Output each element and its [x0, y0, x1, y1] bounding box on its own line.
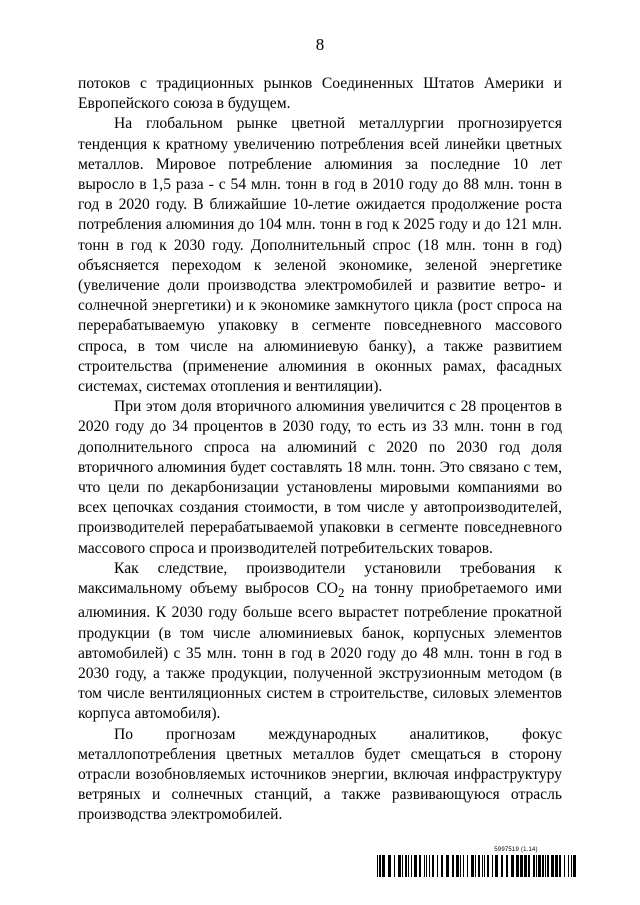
paragraph-continuation: потоков с традиционных рынков Соединенных Штатов Америки и Европейского союза в будущем. — [78, 75, 562, 113]
barcode — [377, 855, 577, 877]
document-body — [78, 74, 562, 826]
paragraph-co2-text-before: Как следствие, производители установили требования к максимальному объему выбросов CO — [78, 559, 562, 598]
paragraph-co2-text-after: на тонну приобретаемого ими алюминия. К 2030 году больше всего вырастет потребление прокатной продукции (в том числе алюминиевых банок, корпусных элементов автомобилей) с 35 млн. тонн в год в 2020 году до 48 млн. тонн в год в 2030 году, а также продукции, полученной экструзионным методом (в том числе вентиляционных систем в строительстве, силовых элементов корпуса автомобиля). — [78, 580, 562, 723]
page-number: 8 — [315, 35, 325, 54]
document-code: 5997519 (1.14) — [494, 847, 538, 853]
co2-subscript: 2 — [338, 585, 345, 601]
paragraph-co2-requirements — [78, 559, 562, 725]
paragraph-global-market: На глобальном рынке цветной металлургии прогнозируется тенденция к кратному увеличению потребления всей линейки цветных металлов. Мировое потребление алюминия за последние 10 лет выросло в 1,5 раза - с 54 млн. тонн в год в 2010 году до 88 млн. тонн в год в 2020 году. В ближайшие 10-летие ожидается продолжение роста потребления алюминия до 104 млн. тонн в год к 2025 году и до 121 млн. тонн в год к 2030 году. Дополнительный спрос (18 млн. тонн в год) объясняется переходом к зеленой экономике, зеленой энергетике (увеличение доли производства электромобилей и развитие ветро- и солнечной энергетики) и к экономике замкнутого цикла (рост спроса на перерабатываемую упаковку в сегменте повседневного массового спроса, в том числе на алюминиевую банку), а также развитием строительства (применение алюминия в оконных рамах, фасадных системах, системах отопления и вентиляции). — [78, 115, 562, 396]
paragraph-analyst-forecast: По прогнозам международных аналитиков, фокус металлопотребления цветных металлов будет смещаться в сторону отрасли возобновляемых источников энергии, включая инфраструктуру ветряных и солнечных станций, а также развивающуюся отрасль производства электромобилей. — [78, 725, 562, 824]
paragraph-secondary-aluminium: При этом доля вторичного алюминия увеличится с 28 процентов в 2020 году до 34 процентов в 2030 году, то есть из 33 млн. тонн в год дополнительного спроса на алюминий с 2020 по 2030 год доля вторичного алюминия будет составлять 18 млн. тонн. Это связано с тем, что цели по декарбонизации установлены мировыми компаниями во всех цепочках создания стоимости, в том числе у автопроизводителей, производителей перерабатываемой упаковки в сегменте повседневного массового спроса и производителей потребительских товаров. — [78, 398, 562, 557]
